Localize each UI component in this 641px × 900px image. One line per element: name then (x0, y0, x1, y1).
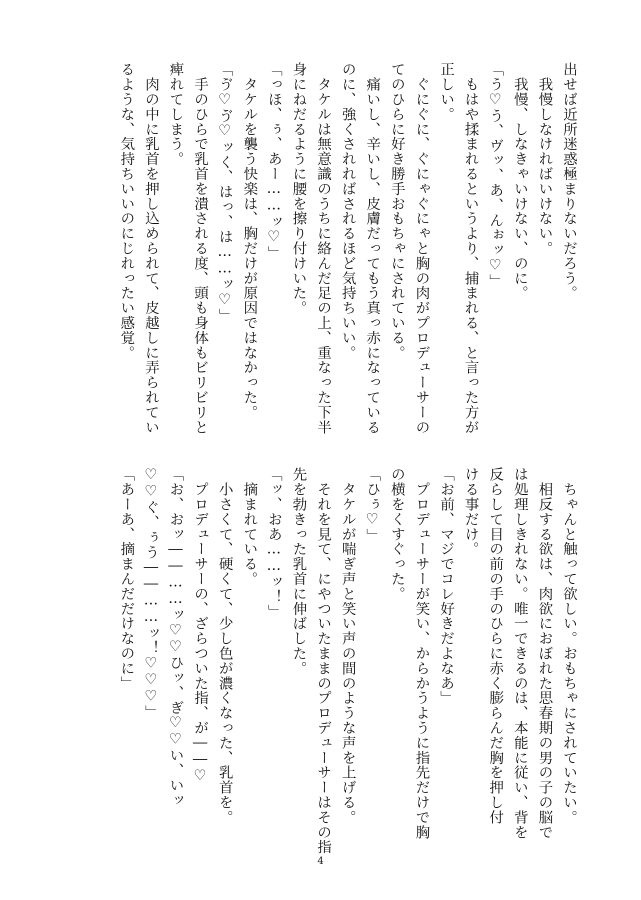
text-line: るような、気持ちいいのにじれったい感覚。 (118, 62, 135, 360)
text-line: ちゃんと触って欲しい。おもちゃにされていたい。 (561, 467, 577, 825)
text-line: 出せば近所迷惑極まりないだろう。 (561, 62, 577, 301)
text-line: それを見て、にやついたままのプロデューサーはその指 (315, 467, 332, 855)
text-line: の横をくすぐった。 (388, 467, 405, 602)
text-line: タケルは無意識のうちに絡んだ足の上、重なった下半 (315, 62, 332, 435)
text-line: 我慢、しなきゃいけない、のに。 (511, 62, 528, 301)
text-line: 「ひぅ♡」 (364, 467, 381, 544)
text-line: 相反する欲は、肉欲におぼれた思春期の男の子の脳で (536, 467, 553, 840)
text-line: は処理しきれない。唯一できるのは、本能に従い、背を (511, 467, 528, 840)
text-line: ける事だけ。 (462, 467, 479, 557)
text-line: 「ゔ♡ゔ♡ッく、はっ、は……ッ♡」 (216, 62, 233, 324)
text-line: 「う♡う、ヴッ、あ、んぉッ♡」 (487, 62, 504, 289)
text-line: 摘まれている。 (241, 467, 258, 587)
text-line: ぐにぐに、ぐにゃぐにゃと胸の肉がプロデューサーの (413, 62, 430, 435)
text-line: タケルが喘ぎ声と笑い声の間のような声を上げる。 (339, 467, 356, 825)
text-line: 「お前、マジでコレ好きだよなあ」 (438, 467, 455, 706)
text-line: タケルを襲う快楽は、胸だけが原因ではなかった。 (241, 62, 258, 420)
text-line: 先を勃きった乳首に伸ばした。 (290, 467, 307, 676)
text-line: のに、強くされればされるほど気持ちいい。 (339, 62, 356, 360)
text-line: 痺れてしまう。 (167, 62, 184, 167)
text-line: プロデューサーが笑い、からかうように指先だけで胸 (413, 467, 430, 840)
text-line: 「お、おッ――……ッ♡♡ひッ、ぎ♡♡い、いッ (167, 467, 184, 808)
text-line: プロデューサーの、ざらついた指、が――♡ (192, 467, 209, 785)
text-line: ♡♡ぐ、ぅう――……ッ！♡♡♡」 (142, 467, 159, 720)
text-line: 「あーあ、摘まんだだけなのに」 (118, 467, 135, 691)
text-line: 肉の中に乳首を押し込められて、皮越しに弄られてい (142, 62, 159, 435)
text-line: もはや揉まれるというより、捕まれる、と言った方が (462, 62, 479, 435)
text-line: 「ッ、おあ……ッ！」 (265, 467, 282, 620)
lower-text-column (114, 467, 581, 855)
text-line: 身にねだるように腰を擦り付けいた。 (290, 62, 307, 316)
text-line: 反らして目の前の手のひらに赤く膨らんだ胸を押し付 (487, 467, 504, 825)
page-number: 4 (317, 856, 324, 867)
text-line: 手のひらで乳首を潰される度、頭も身体もビリビリと (192, 62, 209, 435)
upper-text-column (114, 62, 581, 442)
text-line: 「っほ、ぅ、あー……ッ♡」 (265, 62, 282, 261)
text-line: てのひらに好き勝手おもちゃにされている。 (388, 62, 405, 360)
text-line: 我慢しなければいけない。 (536, 62, 553, 256)
text-line: 小さくて、硬くて、少し色が濃くなった、乳首を。 (216, 467, 233, 825)
text-line: 痛いし、辛いし、皮膚だってもう真っ赤になっている (364, 62, 381, 435)
text-line: 正しい。 (438, 62, 455, 122)
